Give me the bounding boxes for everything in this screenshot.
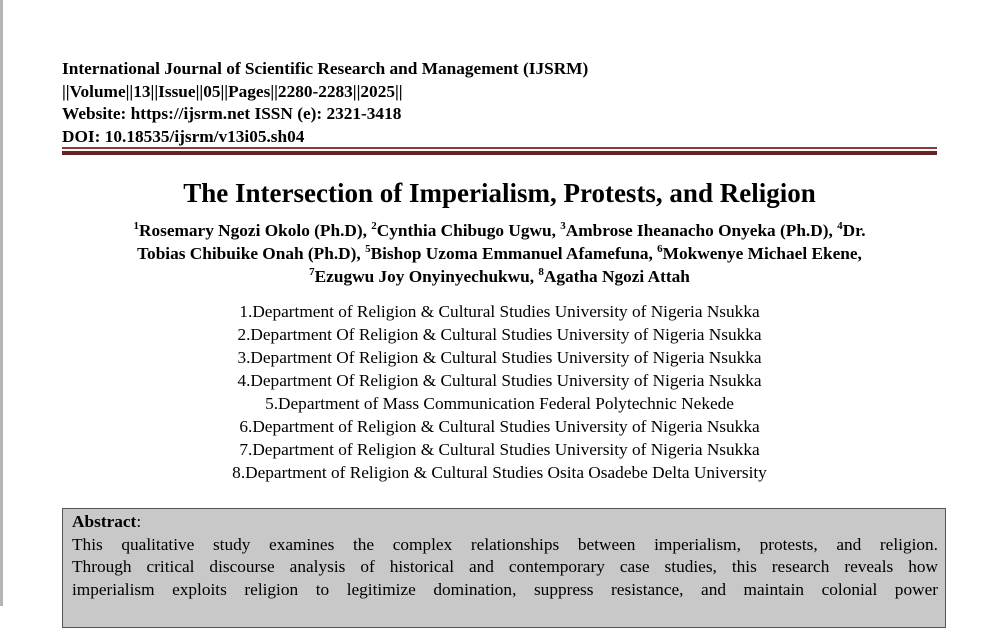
- affiliation-item: 8.Department of Religion & Cultural Studies Osita Osadebe Delta University: [232, 463, 767, 482]
- header-divider-thin: [62, 147, 937, 149]
- affiliation-item: 2.Department Of Religion & Cultural Studies University of Nigeria Nsukka: [237, 325, 762, 344]
- abstract-line: imperialism exploits religion to legitimize domination, suppress resistance, and maintain colonial power: [72, 580, 938, 600]
- website-issn: Website: https://ijsrm.net ISSN (e): 2321-3418: [62, 104, 402, 124]
- abstract-heading-line: [72, 511, 938, 534]
- author-number: 8: [538, 266, 544, 279]
- affiliation-item: 4.Department Of Religion & Cultural Studies University of Nigeria Nsukka: [237, 371, 762, 390]
- header-divider-thick: [62, 151, 937, 155]
- author-number: 7: [309, 266, 315, 279]
- abstract-box: [62, 508, 946, 628]
- page-left-edge: [0, 0, 3, 606]
- author-name: Bishop Uzoma Emmanuel Afamefuna,: [370, 244, 653, 263]
- author-name: Mokwenye Michael Ekene,: [662, 244, 862, 263]
- author-number: 3: [560, 220, 566, 233]
- abstract-heading: Abstract: [72, 512, 137, 531]
- doi: DOI: 10.18535/ijsrm/v13i05.sh04: [62, 127, 305, 147]
- author-number: 6: [657, 243, 663, 256]
- author-name: Dr.: [842, 221, 866, 240]
- author-name: Ambrose Iheanacho Onyeka (Ph.D),: [565, 221, 833, 240]
- author-line-2: [62, 242, 937, 265]
- affiliation-list: [62, 300, 937, 484]
- abstract-line: Through critical discourse analysis of historical and contemporary case studies, this research reveals how: [72, 557, 938, 577]
- journal-header: [62, 58, 942, 149]
- author-number: 4: [837, 220, 843, 233]
- journal-name: International Journal of Scientific Research and Management (IJSRM): [62, 59, 589, 78]
- affiliation-item: 5.Department of Mass Communication Federal Polytechnic Nekede: [265, 394, 734, 413]
- affiliation-item: 1.Department of Religion & Cultural Studies University of Nigeria Nsukka: [239, 302, 760, 321]
- author-line-1: [62, 219, 937, 242]
- author-name: Agatha Ngozi Attah: [543, 267, 690, 286]
- author-line-3: [62, 265, 937, 288]
- affiliation-item: 7.Department of Religion & Cultural Studies University of Nigeria Nsukka: [239, 440, 760, 459]
- author-name: Rosemary Ngozi Okolo (Ph.D),: [138, 221, 367, 240]
- author-number: 2: [371, 220, 377, 233]
- author-number: 5: [365, 243, 371, 256]
- author-number: 1: [133, 220, 139, 233]
- abstract-body: [72, 534, 938, 602]
- author-list: [62, 219, 937, 288]
- abstract-heading-colon: :: [136, 512, 142, 531]
- paper-title: The Intersection of Imperialism, Protests, and Religion: [183, 178, 816, 208]
- author-name: Ezugwu Joy Onyinyechukwu,: [314, 267, 535, 286]
- volume-info: ||Volume||13||Issue||05||Pages||2280-2283||2025||: [62, 81, 403, 101]
- author-name: Cynthia Chibugo Ugwu,: [376, 221, 556, 240]
- author-name: Tobias Chibuike Onah (Ph.D),: [137, 244, 361, 263]
- affiliation-item: 3.Department Of Religion & Cultural Studies University of Nigeria Nsukka: [237, 348, 762, 367]
- affiliation-item: 6.Department of Religion & Cultural Studies University of Nigeria Nsukka: [239, 417, 760, 436]
- abstract-line: This qualitative study examines the complex relationships between imperialism, protests, and religion.: [72, 534, 938, 554]
